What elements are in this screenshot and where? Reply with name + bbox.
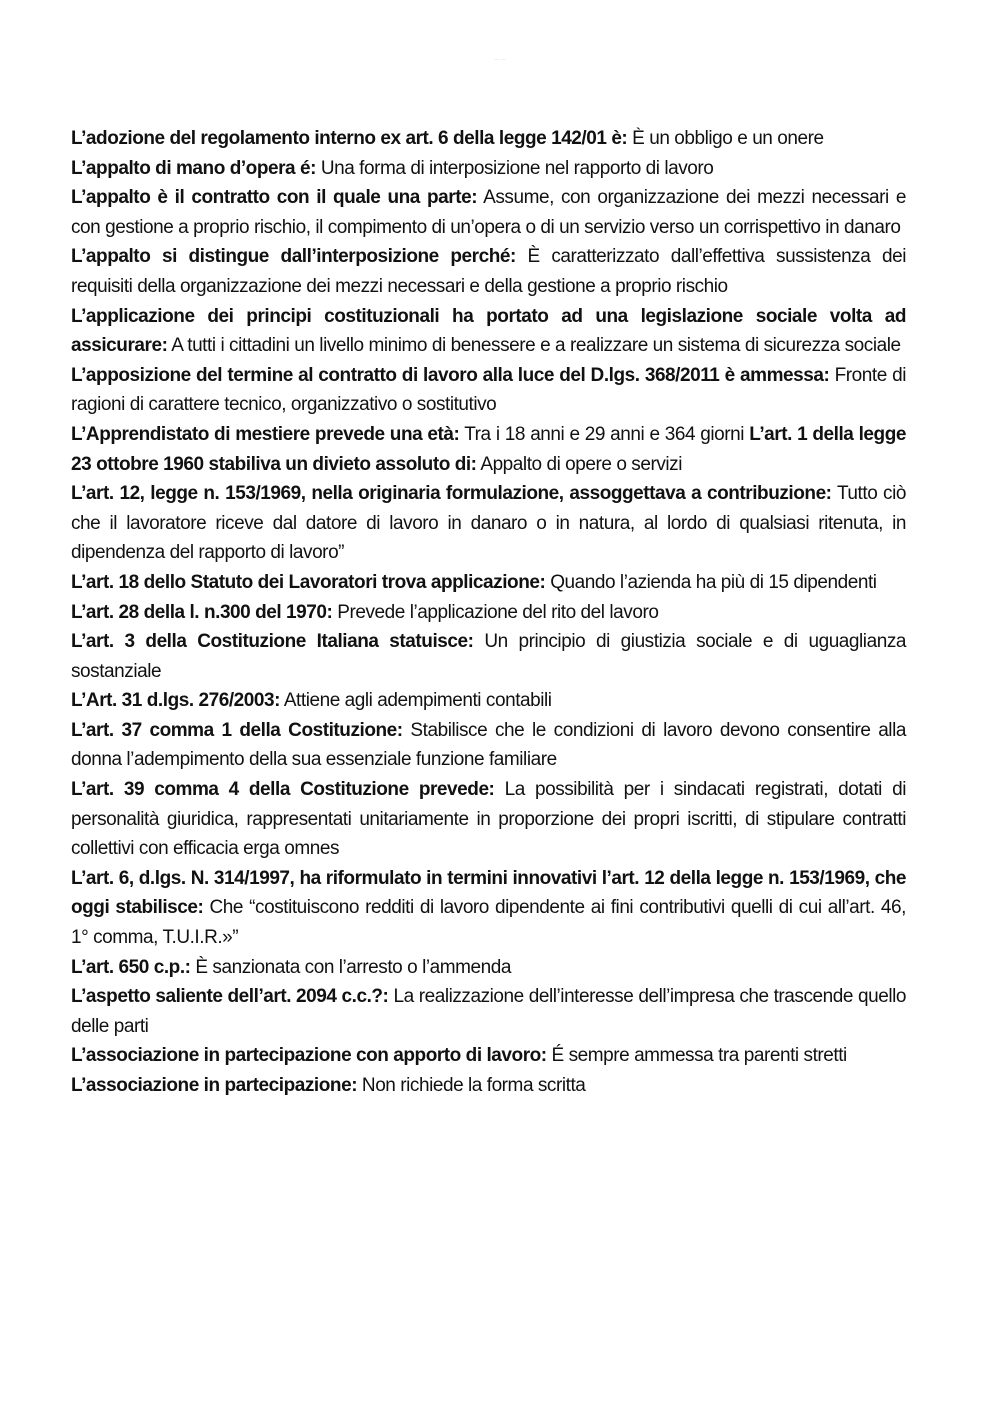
qa-entry (71, 864, 906, 953)
question-text: L’art. 18 dello Statuto dei Lavoratori trova applicazione: (71, 571, 546, 593)
qa-entry (71, 479, 906, 568)
answer-text: Un principio di giustizia sociale e di uguaglianza sostanziale (71, 631, 906, 682)
question-text: L’appalto si distingue dall’interposizione perché: (71, 246, 516, 268)
qa-entry (71, 686, 906, 716)
qa-entry (71, 1041, 906, 1071)
answer-text: È caratterizzato dall’effettiva sussistenza dei requisiti della organizzazione dei mezzi necessari e della gestione a proprio rischio (71, 246, 906, 297)
question-text: L’art. 39 comma 4 della Costituzione prevede: (71, 779, 495, 801)
answer-text: È un obbligo e un onere (632, 128, 824, 149)
answer-text: Stabilisce che le condizioni di lavoro devono consentire alla donna l’adempimento della sua essenziale funzione familiare (71, 719, 906, 771)
qa-entry (71, 1071, 906, 1101)
answer-text: Che “costituiscono redditi di lavoro dipendente ai fini contributivi quelli di cui all’art. 46, 1° comma, T.U.I.R.»” (71, 897, 906, 949)
answer-text: È sanzionata con l’arresto o l’ammenda (195, 956, 511, 978)
answer-text: La possibilità per i sindacati registrati, dotati di personalità giuridica, rappresentati unitariamente in proporzione dei propri iscritti, di stipulare contratti collettivi con efficacia erga omnes (71, 779, 906, 860)
answer-text: Tra i 18 anni e 29 anni e 364 giorni (464, 423, 745, 445)
qa-entry (71, 242, 906, 301)
answer-text: Attiene agli adempimenti contabili (283, 690, 552, 712)
qa-entry (71, 953, 906, 983)
answer-text: A tutti i cittadini un livello minimo di benessere e a realizzare un sistema di sicurezza sociale (171, 335, 901, 357)
answer-text: Appalto di opere o servizi (480, 453, 682, 475)
answer-text: Prevede l’applicazione del rito del lavoro (337, 601, 659, 623)
question-text: L’apposizione del termine al contratto di lavoro alla luce del D.lgs. 368/2011 è ammessa: (71, 364, 830, 386)
question-text: L’art. 12, legge n. 153/1969, nella originaria formulazione, assoggettava a contribuzione: (71, 483, 832, 505)
question-text: L’art. 28 della l. n.300 del 1970: (71, 601, 333, 623)
answer-text: La realizzazione dell’interesse dell’impresa che trascende quello delle parti (71, 986, 907, 1037)
question-text: L’Apprendistato di mestiere prevede una età: (71, 423, 460, 445)
qa-entry (71, 154, 906, 184)
qa-entry (71, 124, 906, 154)
answer-text: Tutto ciò che il lavoratore riceve dal datore di lavoro in danaro o in natura, al lordo di qualsiasi ritenuta, in dipendenza del rapporto di lavoro” (71, 483, 906, 564)
answer-text: Una forma di interposizione nel rapporto di lavoro (320, 157, 714, 179)
qa-entry (71, 302, 906, 361)
qa-entry (71, 361, 906, 420)
question-text: L’appalto di mano d’opera é: (71, 157, 316, 179)
qa-entry (71, 716, 906, 775)
question-text: L’aspetto saliente dell’art. 2094 c.c.?: (71, 986, 389, 1008)
qa-entry (71, 627, 906, 686)
question-text: L’art. 650 c.p.: (71, 956, 191, 978)
qa-entry (71, 598, 906, 628)
qa-list (71, 124, 906, 1101)
answer-text: É sempre ammessa tra parenti stretti (551, 1045, 847, 1067)
question-text: L’associazione in partecipazione: (71, 1075, 358, 1096)
qa-entry (71, 568, 906, 598)
question-text: L’art. 37 comma 1 della Costituzione: (71, 719, 403, 741)
question-text: L’art. 1 della legge 23 ottobre 1960 stabiliva un divieto assoluto di: (71, 423, 906, 475)
page-header-mark: — · · — (494, 57, 506, 61)
qa-entry (71, 775, 906, 864)
qa-entry (71, 183, 906, 242)
question-text: L’appalto è il contratto con il quale una parte: (71, 187, 478, 209)
answer-text: Fronte di ragioni di carattere tecnico, organizzativo o sostitutivo (71, 364, 906, 416)
qa-entry (71, 982, 906, 1041)
answer-text: Non richiede la forma scritta (361, 1075, 586, 1096)
answer-text: Quando l’azienda ha più di 15 dipendenti (550, 571, 877, 593)
qa-entry (71, 420, 906, 479)
question-text: L’applicazione dei principi costituzionali ha portato ad una legislazione sociale volta ad assicurare: (71, 305, 906, 357)
question-text: L’art. 6, d.lgs. N. 314/1997, ha riformulato in termini innovativi l’art. 12 della legge n. 153/1969, che oggi stabilisce: (71, 867, 906, 919)
answer-text: Assume, con organizzazione dei mezzi necessari e con gestione a proprio rischio, il compimento di un’opera o di un servizio verso un corrispettivo in danaro (71, 187, 907, 238)
question-text: L’associazione in partecipazione con apporto di lavoro: (71, 1045, 547, 1067)
question-text: L’art. 3 della Costituzione Italiana statuisce: (71, 631, 474, 653)
question-text: L’Art. 31 d.lgs. 276/2003: (71, 690, 281, 712)
question-text: L’adozione del regolamento interno ex art. 6 della legge 142/01 è: (71, 128, 628, 149)
